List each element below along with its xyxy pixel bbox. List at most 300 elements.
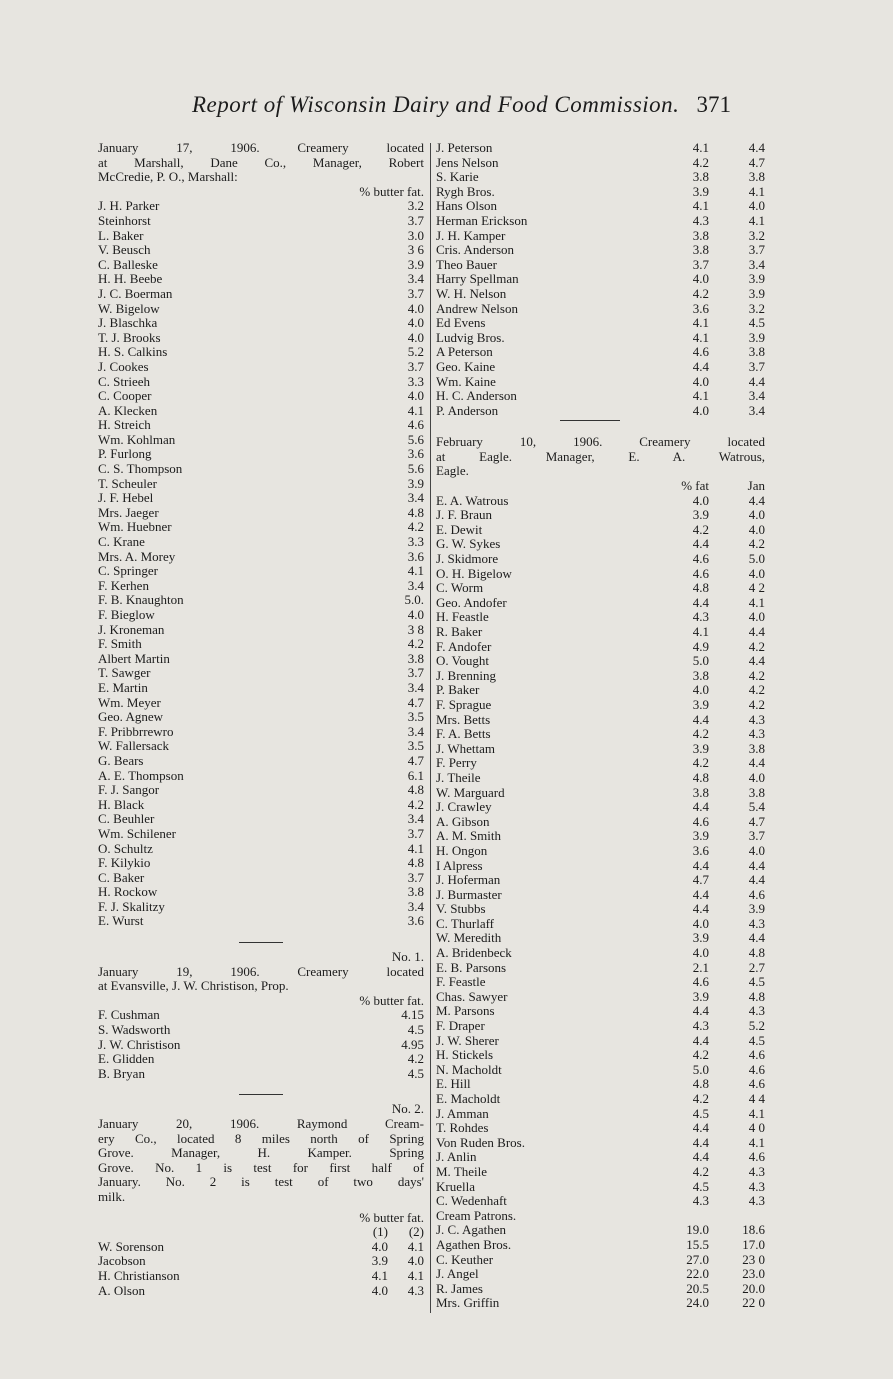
fat-value: 4.2 (692, 1163, 709, 1179)
fat-value: 3.8 (692, 784, 709, 800)
butter-fat-value: 3.3 (407, 373, 424, 389)
butter-fat-value: 3.8 (407, 650, 424, 666)
intro-line: McCredie, P. O., Marshall: (98, 169, 238, 185)
table-row (436, 1150, 765, 1165)
table-row (98, 199, 424, 214)
patron-name: J. Amman (436, 1106, 489, 1121)
table-row (98, 725, 424, 740)
intro-line: at Evansville, J. W. Christison, Prop. (98, 978, 289, 994)
patron-name: E. B. Parsons (436, 960, 507, 975)
table-row (98, 272, 424, 287)
patron-name: I Alpress (436, 858, 483, 873)
fat-value: 5.0 (692, 653, 709, 669)
butter-fat-value: 3.8 (407, 884, 424, 900)
table-row (436, 508, 765, 523)
fat-value: 3.9 (692, 930, 709, 946)
patron-name: J. F. Hebel (98, 491, 154, 506)
patron-name: E. Glidden (98, 1052, 155, 1067)
butter-fat-value: 4.8 (407, 855, 424, 871)
butter-fat-value: 6.1 (407, 767, 424, 783)
table-row (436, 243, 765, 258)
jan-value: 4.4 (748, 755, 765, 771)
section-intro (98, 965, 424, 994)
jan-value: 4.0 (748, 769, 765, 785)
butter-fat-value: 4.2 (407, 519, 424, 535)
fat-value: 4.4 (692, 886, 709, 902)
patron-name: J. Blaschka (98, 316, 158, 331)
table-row (436, 917, 765, 932)
patron-name: Geo. Andofer (436, 595, 507, 610)
patron-name: F. Cushman (98, 1008, 160, 1023)
test-2-value: 3.4 (748, 388, 765, 404)
fat-value: 4.6 (692, 974, 709, 990)
table-row (98, 710, 424, 725)
patron-name: Kruella (436, 1179, 475, 1194)
patron-name: Agathen Bros. (436, 1237, 512, 1252)
test-1-value: 3.9 (692, 183, 709, 199)
jan-value: 4.2 (748, 696, 765, 712)
patron-name: Von Ruden Bros. (436, 1135, 525, 1150)
patron-name: J. Brenning (436, 668, 496, 683)
patron-name: F. J. Skalitzy (98, 899, 165, 914)
patron-name: J. Whettam (436, 741, 495, 756)
table-row (436, 873, 765, 888)
jan-value: 4.6 (748, 1061, 765, 1077)
jan-value: 23 0 (742, 1251, 765, 1267)
patron-name: Jens Nelson (436, 155, 499, 170)
butter-fat-value: 3.4 (407, 577, 424, 593)
table-row (98, 842, 424, 857)
butter-fat-value: 4.1 (407, 840, 424, 856)
jan-value: 4.3 (748, 915, 765, 931)
column-header-jan: Jan (747, 478, 765, 494)
jan-value: 4.2 (748, 638, 765, 654)
intro-line: at Eagle. Manager, E. A. Watrous, (436, 448, 765, 464)
jan-value: 5.4 (748, 799, 765, 815)
butter-fat-value: 4.8 (407, 504, 424, 520)
fat-value: 5.0 (692, 1061, 709, 1077)
test-1-value: 4.0 (692, 373, 709, 389)
patron-name: J. W. Christison (98, 1037, 181, 1052)
jan-value: 4.5 (748, 1032, 765, 1048)
butter-fat-value: 4.0 (407, 300, 424, 316)
table-row (98, 1254, 424, 1269)
patron-name: J. C. Agathen (436, 1223, 507, 1238)
table-row (436, 567, 765, 582)
test-1-value: 3.9 (371, 1253, 388, 1269)
fat-value: 4.8 (692, 769, 709, 785)
intro-line: ery Co., located 8 miles north of Spring (98, 1130, 424, 1146)
patron-name: E. Macholdt (436, 1092, 501, 1106)
jan-value: 4.6 (748, 1047, 765, 1063)
table-row (98, 550, 424, 565)
patron-name: P. Anderson (436, 403, 499, 418)
patron-name: F. Perry (436, 756, 477, 771)
patron-name: J. Crawley (436, 800, 492, 815)
patron-name: J. Anlin (436, 1150, 477, 1165)
column-headers (98, 1225, 424, 1240)
table-row (98, 564, 424, 579)
test-2-value: 4.4 (748, 140, 765, 155)
patron-name: J. Hoferman (436, 873, 501, 888)
jan-value: 4.3 (748, 1163, 765, 1179)
test-2-value: 4.5 (748, 315, 765, 331)
butter-fat-value: 3.7 (407, 825, 424, 841)
butter-fat-value: 3.5 (407, 709, 424, 725)
test-1-value: 4.1 (692, 140, 709, 155)
jan-value: 4.2 (748, 682, 765, 698)
jan-value: 4.3 (748, 1003, 765, 1019)
fat-value: 3.9 (692, 988, 709, 1004)
fat-value: 4.2 (692, 521, 709, 537)
test-2-value: 3.4 (748, 402, 765, 418)
patron-name: O. Vought (436, 654, 489, 669)
intro-line: January. No. 2 is test of two days' (98, 1174, 424, 1190)
table-row (436, 844, 765, 859)
fat-value: 4.1 (692, 624, 709, 639)
table-row (98, 593, 424, 608)
patron-name: O. H. Bigelow (436, 566, 512, 581)
butter-fat-value: 3.7 (407, 285, 424, 301)
table-row (98, 696, 424, 711)
jan-value: 4.3 (748, 726, 765, 742)
patron-name: Hans Olson (436, 199, 498, 214)
section-separator (239, 1094, 283, 1095)
table-row (98, 856, 424, 871)
table-row (98, 827, 424, 842)
fat-value: 4.4 (692, 711, 709, 727)
jan-value: 22 0 (742, 1295, 765, 1311)
table-row (436, 1092, 765, 1107)
patron-name: C. Balleske (98, 257, 158, 272)
patron-list (98, 1240, 424, 1298)
test-1-value: 4.0 (371, 1238, 388, 1254)
table-row (436, 1238, 765, 1253)
page-title: Report of Wisconsin Dairy and Food Commission. (191, 92, 680, 117)
patron-name: Wm. Kaine (436, 374, 496, 389)
patron-name: C. Cooper (98, 389, 152, 404)
table-row (98, 287, 424, 302)
patron-name: L. Baker (98, 228, 144, 243)
intro-line: January 17, 1906. Creamery located (98, 140, 424, 155)
test-2-value: 3.8 (748, 169, 765, 185)
jan-value: 5.0 (748, 551, 765, 567)
patron-name: C. Strieeh (98, 374, 150, 389)
test-1-value: 3.6 (692, 300, 709, 316)
butter-fat-value: 3.6 (407, 913, 424, 929)
patron-name: C. Springer (98, 564, 158, 579)
fat-value: 4.0 (692, 492, 709, 508)
unit-label: % butter fat. (359, 992, 424, 1008)
table-row (436, 581, 765, 596)
patron-name: Wm. Schilener (98, 826, 176, 841)
patron-name: J. Kroneman (98, 622, 165, 637)
patron-name: Ed Evens (436, 316, 486, 331)
patron-name: W. Meredith (436, 931, 502, 946)
table-row (436, 640, 765, 655)
patron-name: Geo. Agnew (98, 710, 163, 725)
butter-fat-value: 3.4 (407, 490, 424, 506)
fat-value: 4.3 (692, 1193, 709, 1209)
fat-value: 4.4 (692, 1032, 709, 1048)
table-row (436, 331, 765, 346)
patron-name: F. Draper (436, 1019, 485, 1034)
table-row (436, 360, 765, 375)
fat-value: 4.4 (692, 1149, 709, 1165)
patron-name: W. Marguard (436, 785, 505, 800)
test-2-value: 4.1 (407, 1238, 424, 1254)
test-2-value: 4.0 (748, 198, 765, 214)
fat-value: 4.8 (692, 580, 709, 596)
jan-value: 4.3 (748, 711, 765, 727)
test-1-value: 4.3 (692, 212, 709, 228)
butter-fat-value: 5.2 (407, 344, 424, 360)
patron-name: C. Wedenhaft (436, 1194, 507, 1209)
patron-name: E. Martin (98, 680, 148, 695)
butter-fat-value: 5.6 (407, 431, 424, 447)
test-1-value: 4.1 (371, 1267, 388, 1283)
patron-name: A. Olson (98, 1283, 145, 1298)
table-row (436, 141, 765, 156)
table-row (436, 494, 765, 509)
jan-value: 20.0 (742, 1280, 765, 1296)
table-row (436, 1107, 765, 1122)
column-header-fat: % fat (681, 478, 709, 494)
patron-name: Ludvig Bros. (436, 330, 505, 345)
table-row (436, 669, 765, 684)
jan-value: 4.0 (748, 507, 765, 523)
section-separator (239, 942, 283, 943)
jan-value: 3.7 (748, 828, 765, 844)
butter-fat-value: 4.0 (407, 388, 424, 404)
table-row (436, 375, 765, 390)
jan-value: 4.0 (748, 565, 765, 581)
patron-name: F. Bieglow (98, 608, 155, 622)
jan-value: 4.8 (748, 988, 765, 1004)
patron-name: C. Keuther (436, 1252, 494, 1267)
patron-name: C. Worm (436, 581, 484, 596)
table-row (436, 345, 765, 360)
patron-list (436, 1223, 765, 1311)
table-row (436, 1077, 765, 1092)
intro-line: February 10, 1906. Creamery located (436, 434, 765, 450)
table-row (98, 462, 424, 477)
patron-name: F. Pribbrrewro (98, 724, 174, 739)
butter-fat-value: 3.9 (407, 256, 424, 272)
table-row (436, 1048, 765, 1063)
jan-value: 4.6 (748, 1076, 765, 1092)
patron-name: E. Wurst (98, 914, 144, 929)
table-row (98, 477, 424, 492)
butter-fat-value: 4.2 (407, 796, 424, 812)
fat-value: 2.1 (692, 959, 709, 975)
patron-name: W. Bigelow (98, 301, 160, 316)
patron-name: C. Beuhler (98, 812, 155, 827)
patron-name: H. Ongon (436, 843, 488, 858)
jan-value: 3.8 (748, 784, 765, 800)
fat-value: 19.0 (686, 1222, 709, 1238)
patron-name: Cris. Anderson (436, 243, 514, 258)
fat-value: 4.2 (692, 726, 709, 742)
patron-name: F. Kerhen (98, 578, 149, 593)
patron-name: A. M. Smith (436, 829, 502, 844)
patron-name: T. Rohdes (436, 1121, 489, 1136)
butter-fat-value: 3.7 (407, 665, 424, 681)
section-intro (98, 1117, 424, 1205)
table-row (98, 331, 424, 346)
table-row (436, 961, 765, 976)
butter-fat-value: 4.95 (401, 1036, 424, 1052)
table-row (436, 523, 765, 538)
table-row (436, 1004, 765, 1019)
table-row (436, 199, 765, 214)
table-row (98, 302, 424, 317)
butter-fat-value: 3.6 (407, 548, 424, 564)
fat-value: 4.6 (692, 551, 709, 567)
table-row (98, 404, 424, 419)
table-row (436, 316, 765, 331)
butter-fat-value: 3.0 (407, 227, 424, 243)
patron-name: Andrew Nelson (436, 301, 518, 316)
patron-name: R. James (436, 1281, 483, 1296)
test-2-value: 3.9 (748, 271, 765, 287)
test-1-value: 4.1 (692, 315, 709, 331)
test-2-value: 3.2 (748, 227, 765, 243)
jan-value: 4.5 (748, 974, 765, 990)
patron-name: Herman Erickson (436, 213, 528, 228)
test-2-value: 3.7 (748, 242, 765, 258)
table-row (436, 1267, 765, 1282)
fat-value: 4.3 (692, 609, 709, 625)
patron-name: F. Feastle (436, 975, 486, 990)
table-row (436, 1194, 765, 1209)
table-row (98, 491, 424, 506)
table-row (98, 345, 424, 360)
table-row (436, 800, 765, 815)
patron-name: Mrs. Griffin (436, 1296, 500, 1311)
test-2-value: 3.2 (748, 300, 765, 316)
butter-fat-value: 3.4 (407, 898, 424, 914)
table-row (436, 170, 765, 185)
section-number: No. 1. (391, 949, 424, 965)
jan-value: 4.2 (748, 667, 765, 683)
patron-name: S. Karie (436, 170, 479, 185)
table-row (436, 272, 765, 287)
table-row (436, 1019, 765, 1034)
jan-value: 4.4 (748, 857, 765, 873)
table-row (98, 1269, 424, 1284)
table-row (436, 229, 765, 244)
patron-name: Harry Spellman (436, 272, 519, 287)
patron-name: G. Bears (98, 753, 144, 768)
fat-value: 4.4 (692, 1120, 709, 1136)
table-row (98, 1038, 424, 1053)
table-row (98, 1023, 424, 1038)
patron-name: Geo. Kaine (436, 359, 496, 374)
table-row (436, 1165, 765, 1180)
patron-name: J. C. Boerman (98, 286, 173, 301)
test-1-value: 4.2 (692, 154, 709, 170)
intro-line: at Marshall, Dane Co., Manager, Robert (98, 154, 424, 170)
butter-fat-value: 4.15 (401, 1007, 424, 1023)
patron-name: Jacobson (98, 1254, 146, 1269)
fat-value: 4.0 (692, 915, 709, 931)
butter-fat-value: 4.0 (407, 607, 424, 622)
patron-name: W. Sorenson (98, 1239, 164, 1254)
butter-fat-value: 3.5 (407, 738, 424, 754)
table-row (436, 888, 765, 903)
table-row (436, 302, 765, 317)
test-2-value: 3.9 (748, 329, 765, 345)
patron-name: J. Peterson (436, 141, 493, 155)
table-row (436, 756, 765, 771)
patron-name: H. H. Beebe (98, 272, 163, 287)
fat-value: 4.4 (692, 857, 709, 873)
table-row (98, 637, 424, 652)
fat-value: 3.8 (692, 667, 709, 683)
butter-fat-value: 3.3 (407, 534, 424, 550)
section-separator (560, 420, 620, 421)
table-row (98, 681, 424, 696)
column-divider (430, 143, 431, 1313)
butter-fat-value: 3.7 (407, 358, 424, 374)
fat-value: 4.3 (692, 1018, 709, 1034)
unit-label: % butter fat. (359, 183, 424, 199)
patron-name: E. Dewit (436, 522, 483, 537)
table-row (436, 1223, 765, 1238)
table-row (436, 975, 765, 990)
table-row (436, 1063, 765, 1078)
test-1-value: 3.8 (692, 242, 709, 258)
fat-value: 4.4 (692, 594, 709, 610)
test-2-value: 4.1 (748, 212, 765, 228)
patron-name: J. W. Sherer (436, 1033, 499, 1048)
fat-value: 15.5 (686, 1236, 709, 1252)
table-row (436, 727, 765, 742)
patron-name: A. Gibson (436, 814, 490, 829)
patron-name: F. Andofer (436, 639, 492, 654)
test-2-value: 3.9 (748, 285, 765, 301)
jan-value: 4.0 (748, 521, 765, 537)
table-row (436, 287, 765, 302)
test-1-value: 3.7 (692, 256, 709, 272)
patron-name: O. Schultz (98, 841, 153, 856)
patron-name: J. F. Braun (436, 508, 493, 523)
patron-name: A. Klecken (98, 403, 158, 418)
fat-value: 4.2 (692, 1091, 709, 1106)
butter-fat-value: 4.7 (407, 694, 424, 710)
intro-line: January 20, 1906. Raymond Cream- (98, 1116, 424, 1131)
patron-list (436, 141, 765, 418)
patron-name: A. E. Thompson (98, 768, 184, 783)
patron-name: H. S. Calkins (98, 345, 168, 360)
intro-line: January 19, 1906. Creamery located (98, 963, 424, 979)
patron-name: H. Christianson (98, 1268, 180, 1283)
jan-value: 4.4 (748, 624, 765, 639)
table-row (98, 214, 424, 229)
section-intro (98, 141, 424, 185)
test-1-value: 4.0 (692, 271, 709, 287)
patron-name: J. Angel (436, 1267, 479, 1282)
jan-value: 23.0 (742, 1266, 765, 1282)
intro-line: Eagle. (436, 463, 469, 479)
butter-fat-value: 5.6 (407, 461, 424, 477)
patron-name: T. Scheuler (98, 476, 157, 491)
butter-fat-value: 3.2 (407, 198, 424, 214)
patron-name: F. Kilykio (98, 856, 151, 871)
fat-value: 24.0 (686, 1295, 709, 1311)
table-row (98, 535, 424, 550)
